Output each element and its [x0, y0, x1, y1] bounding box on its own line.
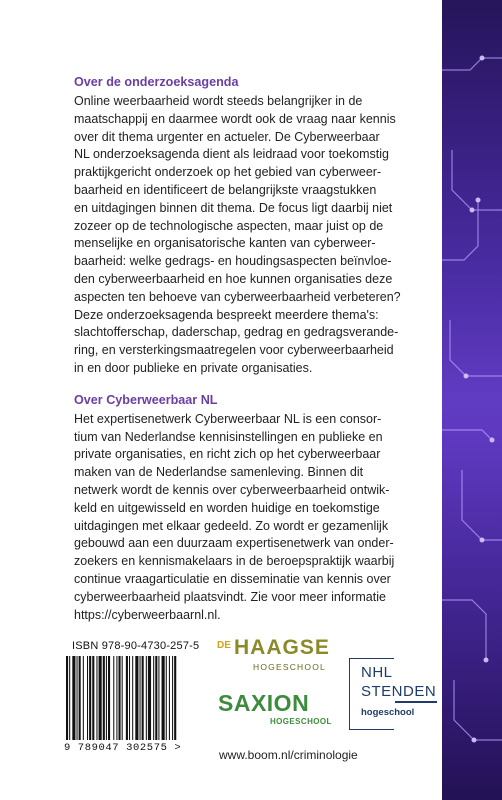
de-haagse-hogeschool-logo	[217, 636, 330, 684]
cover-circuit-strip	[442, 0, 502, 800]
circuit-pattern-icon	[442, 0, 502, 800]
saxion-logo	[218, 690, 333, 740]
nhl-sub: hogeschool	[361, 707, 415, 718]
section-heading-research-agenda: Over de onderzoeksagenda	[74, 75, 239, 89]
nhl-line1: NHL	[361, 664, 393, 681]
content-column	[74, 74, 430, 624]
nhl-rule	[395, 701, 437, 703]
saxion-name: SAXION	[218, 690, 310, 716]
saxion-sub: HOGESCHOOL	[270, 717, 332, 726]
section-heading-network: Over Cyberweerbaar NL	[74, 392, 218, 407]
section-body-network: Het expertisenetwerk Cyberweerbaar NL is een consor- tium van Nederlandse kennisinstellingen en publieke en private organisaties, en richt zich op het cyberweerbaar maken van de Nederlandse samenleving. Binnen dit netwerk wordt de kennis over cyberweerbaarheid ontwik- keld en uitgewisseld en worden huidige en toekomstige uitdagingen met elkaar gedeeld. Zo wordt er gezamenlijk gebouwd aan een duurzaam expertisenetwerk van onder- zoekers en kennismakelaars in de beroepspraktijk waarbij continue vraagarticulatie en disseminatie van kennis over cyberweerbaarheid plaatsvindt. Zie voor meer informatie https://cyberweerbaarnl.nl.	[74, 411, 395, 622]
nhl-stenden-logo	[347, 658, 437, 738]
isbn-barcode	[64, 640, 214, 760]
haagse-sub: HOGESCHOOL	[253, 662, 326, 672]
haagse-name: HAAGSE	[234, 636, 330, 659]
barcode-digits: 9 789047 302575 >	[64, 742, 182, 754]
nhl-line2: STENDEN	[361, 683, 437, 700]
section-body-research-agenda: Online weerbaarheid wordt steeds belangrijker in de maatschappij en daarmee wordt ook de vraag naar kennis over dit thema urgenter en actueler. De Cyberweerbaar NL onderzoeksagenda dient als leidraad voor toekomstig praktijkgericht onderzoek op het gebied van cyberweer- baarheid en identificeert de belangrijkste vraagstukken en uitdagingen binnen dit thema. De focus ligt daarbij niet zozeer op de technologische aspecten, maar juist op de menselijke en organisatorische kanten van cyberweer- baarheid: welke gedrags- en houdingsaspecten beïnvloe- den cyberweerbaarheid en hoe kunnen organisaties deze aspecten ten behoeve van cyberweerbaarheid verbeteren? Deze onderzoeksagenda bespreekt meerdere thema's: slachtofferschap, daderschap, gedrag en gedragsverande- ring, en versterkingsmaatregelen voor cyberweerbaarheid in en door publieke en private organisaties.	[74, 94, 401, 375]
section-about-network	[74, 392, 430, 625]
isbn-label: ISBN 978-90-4730-257-5	[72, 640, 200, 652]
publisher-website: www.boom.nl/criminologie	[219, 748, 358, 762]
haagse-prefix: DE	[217, 640, 231, 651]
barcode-graphic	[64, 656, 216, 742]
